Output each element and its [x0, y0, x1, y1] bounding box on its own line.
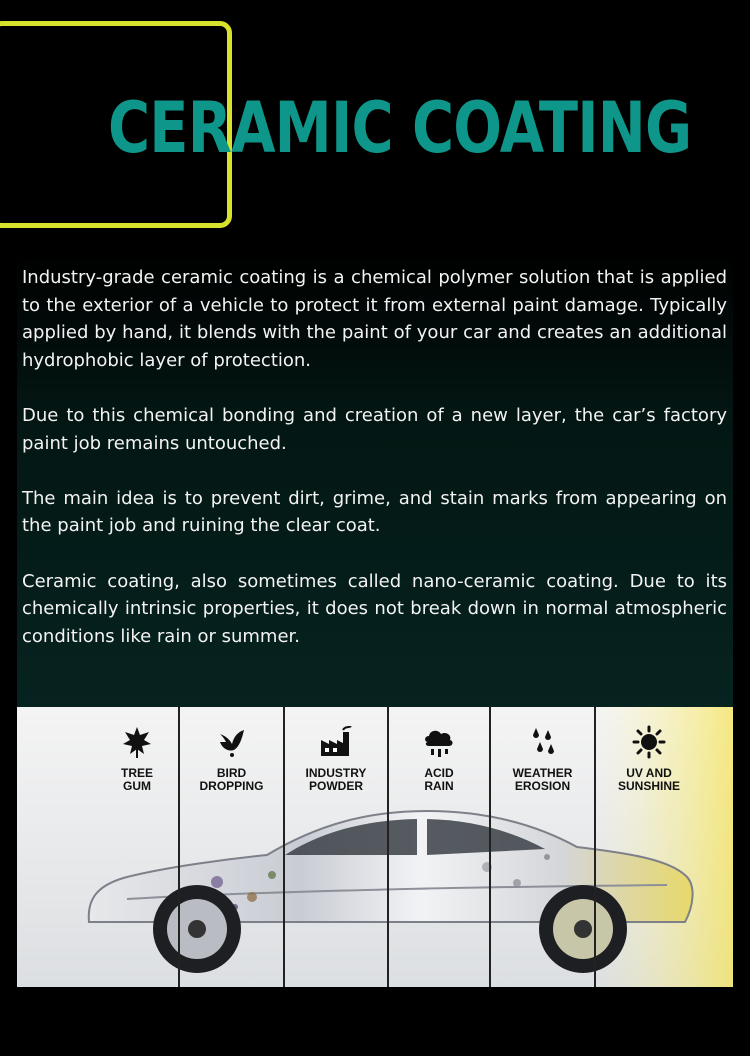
paragraph-nano-ceramic: Ceramic coating, also sometimes called nano-ceramic coating. Due to its chemically intrinsic properties, it does not break down in normal atmospheric conditions like rain or summer. [22, 570, 727, 647]
protection-item-bird-dropping [179, 707, 284, 987]
car-protection-image [17, 707, 733, 987]
label-line1: UV AND [626, 766, 672, 780]
leaf-icon [84, 725, 190, 759]
rain-drops-icon [490, 725, 595, 759]
protection-item-weather-erosion [490, 707, 595, 987]
factory-icon [284, 725, 388, 759]
protection-item-tree-gum [84, 707, 190, 987]
label-line2: EROSION [514, 779, 571, 793]
protection-item-uv-sunshine [595, 707, 703, 987]
paragraph-bonding: Due to this chemical bonding and creation of a new layer, the car’s factory paint job remains untouched. [22, 404, 727, 454]
label-line1: ACID [424, 766, 454, 780]
bird-icon [179, 725, 284, 759]
label-line2: GUM [123, 779, 151, 793]
page-title: CERAMIC COATING [108, 87, 692, 169]
label-line2: DROPPING [199, 779, 264, 793]
paragraph-intro: Industry-grade ceramic coating is a chemical polymer solution that is applied to the exterior of a vehicle to protect it from external paint damage. Typically applied by hand, it blends with the paint of your car and creates an additional hydrophobic layer of protection. [22, 267, 727, 371]
label-line2: RAIN [424, 779, 454, 793]
label-line1: TREE [120, 766, 153, 780]
label-line2: SUNSHINE [617, 779, 680, 793]
acid-rain-cloud-icon [388, 725, 490, 759]
label-line1: INDUSTRY [305, 766, 367, 780]
label-line1: BIRD [216, 766, 247, 780]
paragraph-main-idea: The main idea is to prevent dirt, grime, and stain marks from appearing on the paint job and ruining the clear coat. [22, 487, 727, 537]
protection-item-industry-powder [284, 707, 388, 987]
sun-icon [595, 725, 703, 759]
label-line1: WEATHER [512, 766, 573, 780]
article-body [22, 264, 727, 678]
label-line2: POWDER [309, 779, 363, 793]
protection-item-acid-rain [388, 707, 490, 987]
